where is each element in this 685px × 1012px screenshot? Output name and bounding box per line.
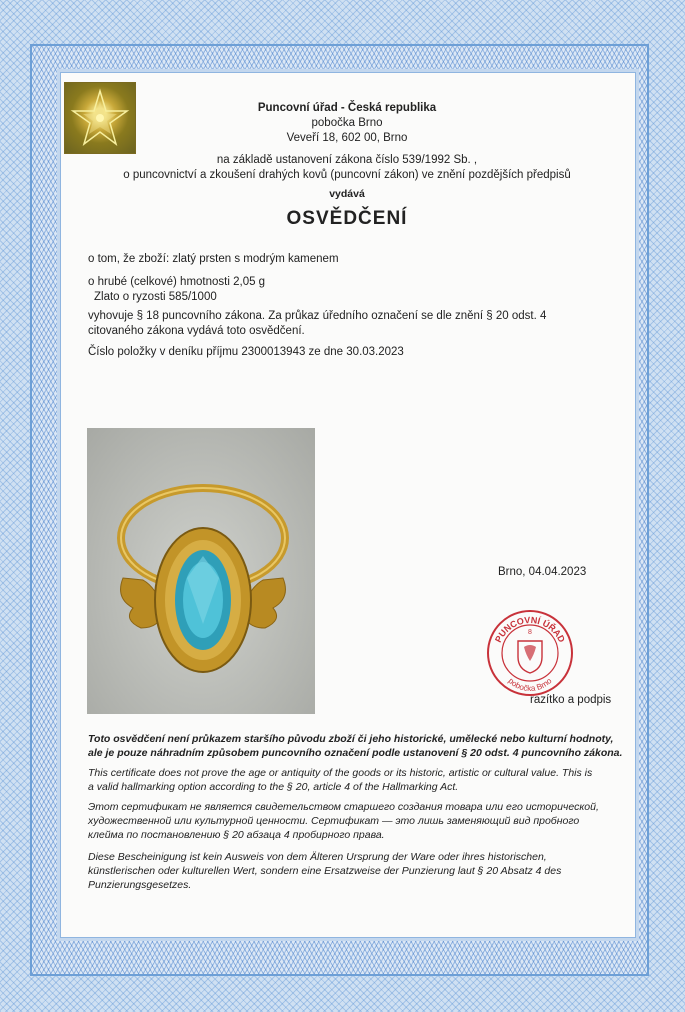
- place-date: Brno, 04.04.2023: [498, 566, 587, 578]
- goods-fineness: Zlato o ryzosti 585/1000: [94, 291, 217, 303]
- goods-weight: o hrubé (celkové) hmotnosti 2,05 g: [88, 276, 266, 288]
- item-number: Číslo položky v deníku příjmu 2300013943 ze dne 30.03.2023: [88, 346, 404, 358]
- disclaimer-cz-line2: ale je pouze náhradním způsobem puncovního označení podle ustanovení § 20 odst. 4 puncovního zákona.: [88, 747, 623, 759]
- office-branch: pobočka Brno: [311, 117, 383, 129]
- compliance-line1: vyhovuje § 18 puncovního zákona. Za průkaz úředního označení se dle znění § 20 odst. 4: [88, 310, 547, 322]
- official-stamp-icon: [484, 607, 576, 699]
- disclaimer-cz-line1: Toto osvědčení není průkazem staršího původu zboží či jeho historické, umělecké nebo kulturní hodnoty,: [88, 733, 614, 745]
- certificate-title: OSVĚDČENÍ: [286, 208, 408, 229]
- disclaimer-ru-line1: Этот сертификат не является свидетельством старшего создания товара или его исторической,: [88, 801, 599, 813]
- compliance-line2: citovaného zákona vydává toto osvědčení.: [88, 325, 305, 337]
- office-address: Veveří 18, 602 00, Brno: [286, 132, 408, 144]
- issues-label: vydává: [329, 188, 365, 200]
- stamp-top-text: PUNCOVNÍ ÚŘAD: [493, 614, 567, 644]
- goods-description: o tom, že zboží: zlatý prsten s modrým kamenem: [88, 253, 339, 265]
- ring-photo: [87, 428, 315, 714]
- disclaimer-en-line2: a valid hallmarking option according to the § 20, article 4 of the Hallmarking Act.: [88, 781, 459, 793]
- signature-label: razítko a podpis: [530, 694, 612, 706]
- legal-basis-line2: o puncovnictví a zkoušení drahých kovů (puncovní zákon) ve znění pozdějších předpisů: [123, 169, 571, 181]
- disclaimer-en-line1: This certificate does not prove the age or antiquity of the goods or its historic, artistic or cultural value. This is: [88, 767, 593, 779]
- legal-basis-line1: na základě ustanovení zákona číslo 539/1992 Sb. ,: [216, 154, 478, 166]
- disclaimer-ru-line3: клейма по постановлению § 20 абзаца 4 пробирного права.: [88, 829, 385, 841]
- disclaimer-de-line3: Punzierungsgesetzes.: [88, 879, 192, 891]
- disclaimer-ru-line2: художественной или культурной ценности. Сертификат — это лишь заменяющий вид пробного: [88, 815, 580, 827]
- disclaimer-de-line1: Diese Bescheinigung ist kein Ausweis von dem Älteren Ursprung der Ware oder ihres historischen,: [88, 851, 547, 863]
- stamp-bottom-text: pobočka Brno: [506, 676, 554, 694]
- stamp-number: 8: [528, 629, 532, 636]
- disclaimer-de-line2: künstlerischen oder kulturellen Wert, sondern eine Ersatzweise der Punzierung laut § 20 Absatz 4 des: [88, 865, 562, 877]
- office-name: Puncovní úřad - Česká republika: [257, 102, 437, 114]
